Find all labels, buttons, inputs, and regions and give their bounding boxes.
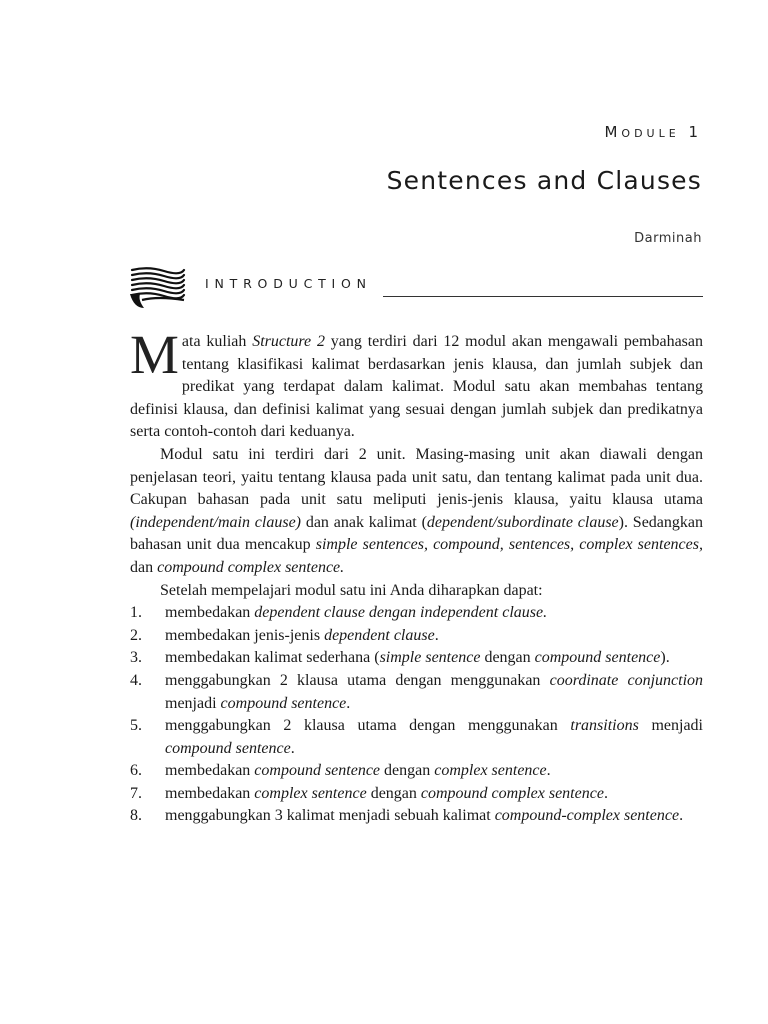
list-number: 7.: [130, 784, 142, 802]
italic-span: simple sentences, compound, sentences, complex sentences,: [315, 536, 703, 554]
italic-span: transitions: [570, 717, 639, 735]
body-text: [130, 324, 704, 828]
list-item: [130, 647, 703, 670]
italic-span: dependent/subordinate clause: [426, 513, 619, 531]
text-span: ).: [660, 649, 670, 667]
intro-paragraph-2: [130, 444, 703, 580]
italic-span: compound sentence: [254, 762, 381, 780]
italic-span: compound sentence: [220, 694, 347, 712]
open-book-icon: [128, 266, 186, 310]
text-span: dengan: [366, 784, 421, 802]
list-number: 2.: [130, 626, 142, 644]
drop-cap: M: [130, 324, 179, 385]
italic-span: complex sentence: [254, 784, 367, 802]
text-span: yang terdiri dari 12 modul akan mengawali pembahasan tentang klasifikasi kalimat berdasarkan jenis klausa, dan jumlah subjek dan predikat yang terdapat dalam kalimat. Modul satu akan membahas tentang definisi klausa, dan definisi kalimat yang sesuai dengan jumlah subjek dan predikatnya serta contoh-contoh dari keduanya.: [130, 333, 704, 441]
list-number: 4.: [130, 671, 142, 689]
list-number: 1.: [130, 604, 142, 622]
text-span: membedakan: [165, 762, 255, 780]
text-span: membedakan: [165, 784, 255, 802]
list-item: [130, 602, 703, 625]
intro-paragraph-3: Setelah mempelajari modul satu ini Anda diharapkan dapat:: [160, 581, 543, 599]
text-span: menjadi: [638, 717, 703, 735]
text-span: dan anak kalimat (: [301, 513, 427, 531]
module-label: Module 1: [604, 123, 702, 141]
list-number: 6.: [130, 762, 142, 780]
italic-span: coordinate conjunction: [549, 671, 704, 689]
text-span: .: [603, 784, 608, 802]
list-number: 5.: [130, 717, 142, 735]
italic-span: Structure 2: [252, 333, 325, 350]
italic-span: dependent clause: [324, 626, 435, 644]
list-item: [130, 805, 703, 828]
list-item: [130, 783, 703, 806]
text-span: dengan: [480, 649, 535, 667]
italic-span: complex sentence: [434, 762, 547, 780]
section-heading-introduction: INTRODUCTION: [205, 276, 372, 291]
italic-span: simple sentence: [379, 649, 481, 667]
text-span: membedakan: [165, 604, 255, 622]
text-span: dengan: [380, 762, 435, 780]
italic-span: compound complex sentence.: [157, 558, 345, 576]
italic-span: compound sentence: [165, 739, 291, 757]
list-item: [130, 670, 703, 715]
italic-span: compound sentence: [534, 649, 661, 667]
list-number: 8.: [130, 807, 142, 825]
text-span: .: [679, 807, 684, 825]
italic-span: compound complex sentence: [420, 784, 604, 802]
text-span: ata kuliah: [181, 333, 253, 350]
list-item: [130, 715, 703, 760]
text-span: membedakan jenis-jenis: [165, 626, 325, 644]
text-span: .: [546, 762, 551, 780]
text-span: dan: [130, 558, 158, 576]
text-span: membedakan kalimat sederhana (: [165, 649, 380, 667]
italic-span: dependent clause dengan independent clause.: [254, 604, 548, 622]
text-span: ). Sedangkan bahasan unit dua mencakup: [130, 513, 704, 554]
list-number: 3.: [130, 649, 142, 667]
text-span: menggabungkan 3 kalimat menjadi sebuah kalimat: [165, 807, 495, 825]
text-span: menggabungkan 2 klausa utama dengan menggunakan: [165, 717, 571, 735]
list-item: [130, 625, 703, 648]
objectives-list: [130, 602, 703, 828]
italic-span: compound-complex sentence: [494, 807, 680, 825]
text-span: Modul satu ini terdiri dari 2 unit. Masing-masing unit akan diawali dengan penjelasan teori, yaitu tentang klausa pada unit satu, dan tentang kalimat pada unit dua. Cakupan bahasan pada unit satu meliputi jenis-jenis klausa, yaitu klausa utama: [130, 445, 703, 509]
text-span: menggabungkan 2 klausa utama dengan menggunakan: [165, 671, 550, 689]
text-span: menjadi: [165, 694, 221, 712]
author-name: Darminah: [634, 231, 702, 246]
list-item: [130, 760, 703, 783]
text-span: .: [434, 626, 439, 644]
intro-paragraph-1: [130, 324, 704, 444]
italic-span: (independent/main clause): [130, 513, 301, 531]
heading-rule: [383, 296, 703, 297]
text-span: .: [290, 739, 295, 757]
page-title: Sentences and Clauses: [386, 166, 702, 195]
text-span: .: [346, 694, 351, 712]
